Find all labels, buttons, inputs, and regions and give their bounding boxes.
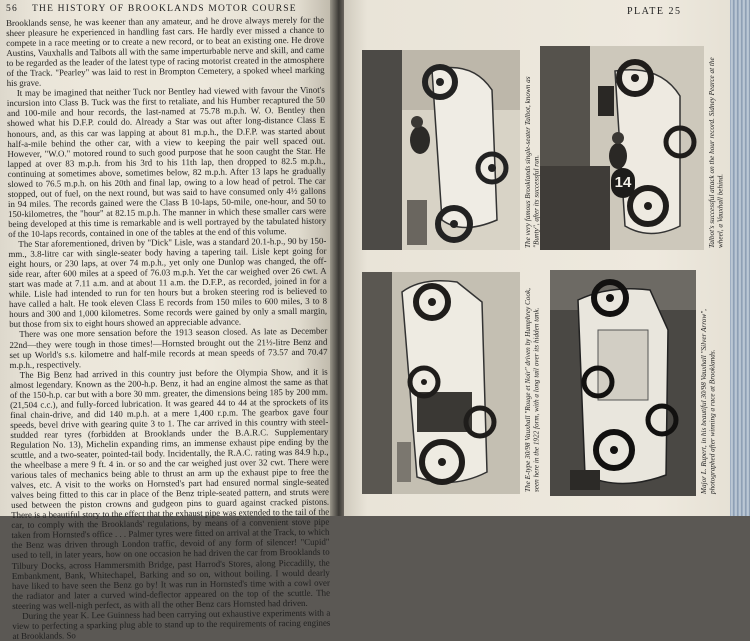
running-title: THE HISTORY OF BROOKLANDS MOTOR COURSE xyxy=(32,4,297,14)
photo-caption: The very famous Brooklands single-seater Talbot, known as "Bunty", after its successful run. xyxy=(524,76,541,248)
car-photo-image xyxy=(540,46,704,250)
photo-caption: Talbot's successful attack on the hour record. Sidney Pearce at the wheel, a Vauxhall behind. xyxy=(708,57,725,248)
left-page xyxy=(0,0,338,641)
car-photo-image xyxy=(362,272,520,494)
page-edges xyxy=(730,0,750,516)
paragraph: The Big Benz had arrived in this country just before the Olympia Show, and it is almost legendary. Known as the 200-h.p. Benz, it had an engine almost the same as that of the 150-h.p. car but with a bore 30 mm. greater, the dimensions being 185 by 200 mm. (21,504 c.c.), and fully-forced lubrication. It was geared 44 to 44 at the sprockets of its final chain-drive, and did 140 m.p.h. at a mere 1,400 r.p.m. The gearbox gave four speeds, bevel drive with gearing quite 3 to 1. The car arrived in this country with steel-studded rear tyres (forbidden at Brooklands under the B.A.R.C. Supplementary Regulation No. 13), Michelin expanding rims, an immense exhaust pipe ending by the scuttle, and a two-seater, pointed-tail body. Incidentally, the R.A.C. rating was 84.9 h.p., the wheelbase a mere 9 ft. 4 in. or so and the car weighed just over 32 cwt. There were various tales of mechanics being able to thrust an arm up the exhaust pipe to free the valves, etc. A visit to the works on Hornsted's part had ensured normal single-seated valves being fitted to this car in place of the Benz triple-seated pattern, and struts were used between the piston crowns and gudgeon pins to guard against cracked pistons. There is a beautiful story to the effect that the exhaust pipe was extended to the tail of the car, to comply with the Brooklands' regulations, by means of a convenient stove pipe taken from Hornsted's office . . . Palmer tyres were fitted on arrival at the Track, to which the Benz was driven through London traffic, devoid of any form of silencer! "Cupid" used to tell, in later years, how on one occasion he had driven the car from Brooklands to Tilbury Docks, across Hammersmith Bridge, past Harrod's Stores, along Piccadilly, the Embankment, Bank, Whitechapel, Barking and so on, without boiling. I would dearly have liked to have seen the Benz go by! It was run in Hornsted's time with a cowl over the radiator and later a curved wind-deflector appeared on the top of the scuttle. The steering was well-nigh perfect, as with all the other Benz cars Hornsted had driven. xyxy=(9,366,331,611)
right-page xyxy=(344,0,732,516)
paragraph: It may be imagined that neither Tuck nor Bentley had viewed with favour the Vinot's incursion into Class B. Tuck was the first to retaliate, and his Humber recaptured the 50 and 100-mile and hour records, the last-named at 75.78 m.p.h. W. O. Bentley then showed what his D.F.P. could do. Already a Star was out after long-distance Class E honours, and, as this car was lapping at about 81 m.p.h., the D.F.P. was started about half-a-mile behind the other car, with a view to keeping the pair well spaced out. However, "W.O." motored round to such good purpose that he soon caught the Star. He lapped at over 83 m.p.h. from his 3rd to his 11th lap, then dropped to 82.5 m.p.h., continuing at sometimes above, sometimes below, 82 m.p.h. After 13 laps he gradually slowed to 76.5 m.p.h. on his 20th and final lap, owing to a low head of petrol. The car stopped, out of fuel, on the next round, but was said to have consumed only 4½ gallons in 94 miles. The records gained were the Class B 10-laps, 50-mile, one-hour, and 50 to 150-kilometres, the "hour" at 82.15 m.p.h. The manner in which these smaller cars were being developed at this time is remarkable and is well portrayed by the tabulated history of the 10-laps records, contained in one of the tables at the end of this volume. xyxy=(6,84,327,239)
paragraph: There was one more sensation before the 1913 season closed. As late as December 22nd—they were tough in those times!—Hornsted brought out the 21½-litre Benz and set up World's s.s. kilometre and half-mile records at mean speeds of 73.57 and 70.47 m.p.h., respectively. xyxy=(9,326,328,370)
body-text xyxy=(6,15,331,641)
car-photo-image xyxy=(550,270,696,496)
photo-vauxhall-silver-arrow xyxy=(550,270,696,496)
photo-vauxhall-rouge-et-noir xyxy=(362,272,520,494)
race-number-badge xyxy=(611,168,635,198)
paragraph: The Star aforementioned, driven by "Dick" Lisle, was a standard 20.1-h.p., 90 by 150-mm., 3.8-litre car with single-seater body having a tapering tail. Lisle kept going for eight hours, or 230 laps, at over 74 m.p.h., yet only one Dunlop was changed, the off-side rear, after 600 miles at a speed of 76.03 m.p.h. Yet the car weighed over 26 cwt. A start was made at 7.11 a.m. and at about 11 a.m. the D.F.P., as recorded, joined in for a while. Lisle had intended to run for ten hours but a broken steering rod is believed to have called a halt. He took eleven Class E records from 150 miles to 600 miles, 3 to 8 hours and 300 and 1,000 kilometres. Some records were gained by only a small margin, but those from six to eight hours showed an appreciable advance. xyxy=(8,235,328,330)
photo-caption: Major L. Rupert, in his beautiful 30/98 Vauxhall "Silver Arrow", photographed after winning a race at Brooklands. xyxy=(700,309,717,494)
photo-talbot-single-seater xyxy=(362,50,520,250)
photo-caption: The E-type 30/98 Vauxhall "Rouge et Noir" driven by Humphrey Cook, seen here in the 1922 form, with a long tail over its hidden tank. xyxy=(524,288,541,492)
page-number: 56 xyxy=(6,4,18,14)
paragraph: Brooklands sense, he was keener than any amateur, and he drove always merely for the sheer pleasure he experienced in handling fast cars. He hardly ever missed a chance to compete in a race meeting or to create a new record, or to beat an existing one. He drove Austins, Vauxhalls and Talbots all with the same imperturbable nerve and skill, and came to be regarded as the leader of the latest type of racing motorist created in the atmosphere of the Track. "Pearley" was laid to rest in Brompton Cemetery, a spoked wheel marking his grave. xyxy=(6,14,325,89)
car-photo-image xyxy=(362,50,520,250)
photo-talbot-hour-record xyxy=(540,46,704,250)
plate-label: PLATE 25 xyxy=(627,6,682,17)
race-number: 14 xyxy=(614,174,632,191)
paragraph: During the year K. Lee Guinness had been carrying out exhaustive experiments with a view to perfecting a sparking plug able to stand up to the requirements of racing engines at Brooklands. So xyxy=(12,607,331,641)
